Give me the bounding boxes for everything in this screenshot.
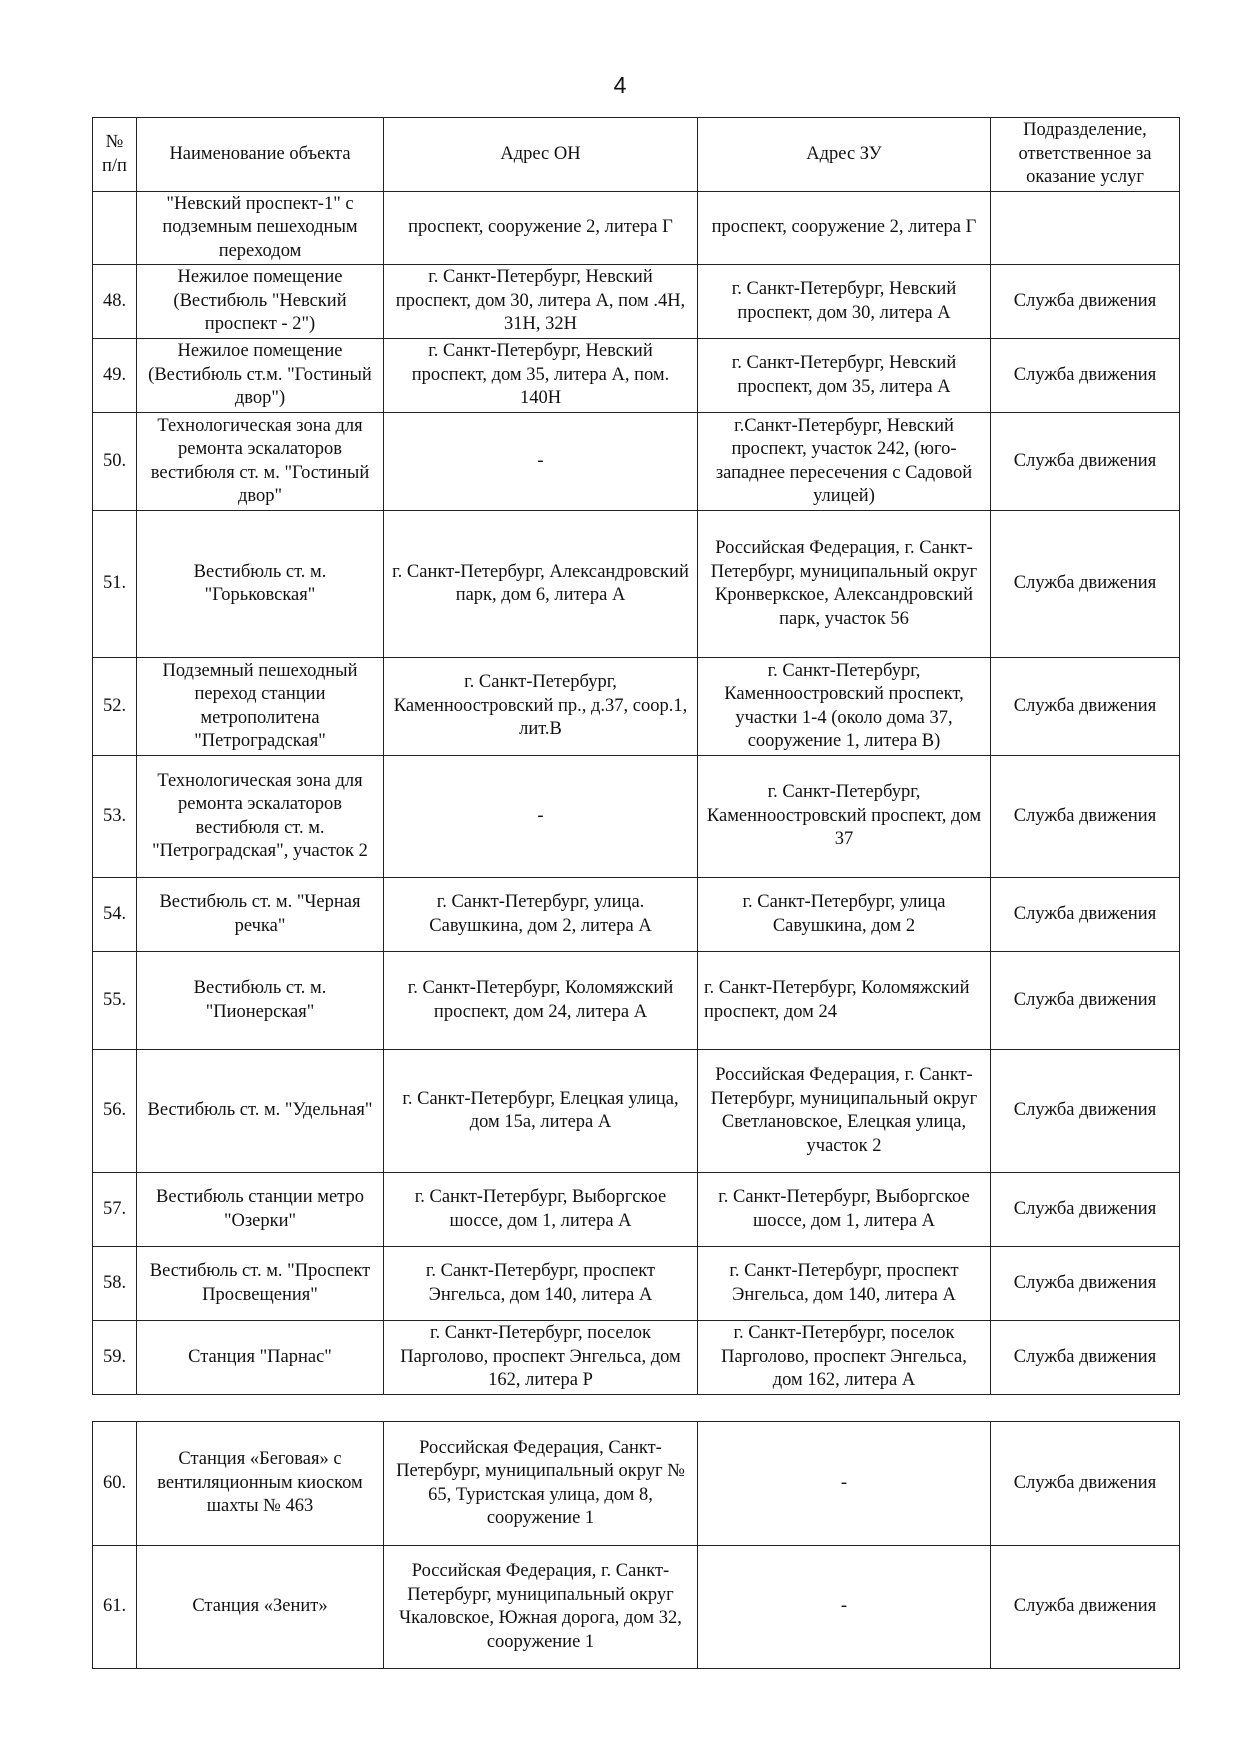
objects-table [92, 117, 1180, 1395]
row-number: 50. [93, 413, 137, 511]
table-row [93, 658, 1180, 756]
address-on: проспект, сооружение 2, литера Г [384, 192, 698, 265]
object-name: Технологическая зона для ремонта эскалаторов вестибюля ст. м. "Гостиный двор" [137, 413, 384, 511]
objects-table-continued [92, 1421, 1180, 1669]
object-name: Подземный пешеходный переход станции метрополитена "Петроградская" [137, 658, 384, 756]
header-num: № п/п [93, 118, 137, 192]
header-addr-on: Адрес ОН [384, 118, 698, 192]
address-zu: Российская Федерация, г. Санкт-Петербург, муниципальный округ Светлановское, Елецкая улица, участок 2 [698, 1050, 991, 1173]
object-name: Вестибюль ст. м. "Пионерская" [137, 952, 384, 1050]
address-zu: г. Санкт-Петербург, Коломяжский проспект, дом 24 [698, 952, 991, 1050]
row-number: 48. [93, 265, 137, 339]
department: Служба движения [991, 952, 1180, 1050]
address-on: - [384, 756, 698, 878]
address-zu: Российская Федерация, г. Санкт-Петербург, муниципальный округ Кронверкское, Александровский парк, участок 56 [698, 511, 991, 658]
department: Служба движения [991, 878, 1180, 952]
department: Служба движения [991, 1247, 1180, 1321]
object-name: Станция "Парнас" [137, 1321, 384, 1395]
table-row [93, 339, 1180, 413]
row-number: 58. [93, 1247, 137, 1321]
department: Служба движения [991, 756, 1180, 878]
row-number: 57. [93, 1173, 137, 1247]
department: Служба движения [991, 658, 1180, 756]
object-name: Станция «Беговая» с вентиляционным киоском шахты № 463 [137, 1422, 384, 1546]
address-on: г. Санкт-Петербург, Коломяжский проспект, дом 24, литера А [384, 952, 698, 1050]
address-on: г. Санкт-Петербург, Александровский парк, дом 6, литера А [384, 511, 698, 658]
address-on: г. Санкт-Петербург, Невский проспект, дом 30, литера А, пом .4Н, 31Н, 32Н [384, 265, 698, 339]
object-name: Вестибюль ст. м. "Проспект Просвещения" [137, 1247, 384, 1321]
department: Служба движения [991, 511, 1180, 658]
row-number: 54. [93, 878, 137, 952]
address-zu: г. Санкт-Петербург, Каменноостровский проспект, дом 37 [698, 756, 991, 878]
object-name: Технологическая зона для ремонта эскалаторов вестибюля ст. м. "Петроградская", участок 2 [137, 756, 384, 878]
department: Служба движения [991, 1050, 1180, 1173]
row-number: 60. [93, 1422, 137, 1546]
address-on: Российская Федерация, Санкт-Петербург, муниципальный округ № 65, Туристская улица, дом 8, сооружение 1 [384, 1422, 698, 1546]
address-on: г. Санкт-Петербург, Каменноостровский пр., д.37, соор.1, лит.В [384, 658, 698, 756]
address-on: г. Санкт-Петербург, Выборгское шоссе, дом 1, литера А [384, 1173, 698, 1247]
address-zu: г. Санкт-Петербург, Невский проспект, дом 30, литера А [698, 265, 991, 339]
row-number [93, 192, 137, 265]
table-row [93, 878, 1180, 952]
table-row [93, 1247, 1180, 1321]
table-row [93, 511, 1180, 658]
department: Служба движения [991, 1546, 1180, 1669]
address-zu: г. Санкт-Петербург, поселок Парголово, проспект Энгельса, дом 162, литера А [698, 1321, 991, 1395]
table-header-row [93, 118, 1180, 192]
table-row [93, 1173, 1180, 1247]
address-zu: г.Санкт-Петербург, Невский проспект, участок 242, (юго-западнее пересечения с Садовой улицей) [698, 413, 991, 511]
row-number: 61. [93, 1546, 137, 1669]
table-row [93, 265, 1180, 339]
object-name: Вестибюль ст. м. "Удельная" [137, 1050, 384, 1173]
table-row [93, 1321, 1180, 1395]
table-row [93, 1050, 1180, 1173]
object-name: Нежилое помещение (Вестибюль "Невский проспект - 2") [137, 265, 384, 339]
department: Служба движения [991, 1321, 1180, 1395]
object-name: "Невский проспект-1" с подземным пешеходным переходом [137, 192, 384, 265]
object-name: Станция «Зенит» [137, 1546, 384, 1669]
address-zu: проспект, сооружение 2, литера Г [698, 192, 991, 265]
page-number: 4 [613, 72, 627, 98]
address-on: г. Санкт-Петербург, Елецкая улица, дом 15а, литера А [384, 1050, 698, 1173]
address-on: г. Санкт-Петербург, поселок Парголово, проспект Энгельса, дом 162, литера Р [384, 1321, 698, 1395]
object-name: Вестибюль ст. м. "Горьковская" [137, 511, 384, 658]
header-addr-zu: Адрес ЗУ [698, 118, 991, 192]
row-number: 56. [93, 1050, 137, 1173]
row-number: 49. [93, 339, 137, 413]
table-row [93, 952, 1180, 1050]
department: Служба движения [991, 265, 1180, 339]
object-name: Вестибюль ст. м. "Черная речка" [137, 878, 384, 952]
department [991, 192, 1180, 265]
row-number: 53. [93, 756, 137, 878]
department: Служба движения [991, 413, 1180, 511]
department: Служба движения [991, 339, 1180, 413]
department: Служба движения [991, 1173, 1180, 1247]
address-on: Российская Федерация, г. Санкт-Петербург, муниципальный округ Чкаловское, Южная дорога, дом 32, сооружение 1 [384, 1546, 698, 1669]
address-zu: - [698, 1422, 991, 1546]
table-row [93, 1546, 1180, 1669]
row-number: 55. [93, 952, 137, 1050]
address-zu: г. Санкт-Петербург, улица Савушкина, дом 2 [698, 878, 991, 952]
table-row [93, 756, 1180, 878]
address-on: г. Санкт-Петербург, проспект Энгельса, дом 140, литера А [384, 1247, 698, 1321]
object-name: Вестибюль станции метро "Озерки" [137, 1173, 384, 1247]
address-zu: г. Санкт-Петербург, Невский проспект, дом 35, литера А [698, 339, 991, 413]
object-name: Нежилое помещение (Вестибюль ст.м. "Гостиный двор") [137, 339, 384, 413]
row-number: 59. [93, 1321, 137, 1395]
address-on: г. Санкт-Петербург, Невский проспект, дом 35, литера А, пом. 140Н [384, 339, 698, 413]
address-zu: г. Санкт-Петербург, проспект Энгельса, дом 140, литера А [698, 1247, 991, 1321]
address-zu: г. Санкт-Петербург, Выборгское шоссе, дом 1, литера А [698, 1173, 991, 1247]
table-row [93, 192, 1180, 265]
address-zu: г. Санкт-Петербург, Каменноостровский проспект, участки 1-4 (около дома 37, сооружение 1, литера В) [698, 658, 991, 756]
address-zu: - [698, 1546, 991, 1669]
header-dept: Подразделение, ответственное за оказание услуг [991, 118, 1180, 192]
row-number: 51. [93, 511, 137, 658]
table-row [93, 1422, 1180, 1546]
row-number: 52. [93, 658, 137, 756]
address-on: - [384, 413, 698, 511]
table-row [93, 413, 1180, 511]
address-on: г. Санкт-Петербург, улица. Савушкина, дом 2, литера А [384, 878, 698, 952]
header-name: Наименование объекта [137, 118, 384, 192]
department: Служба движения [991, 1422, 1180, 1546]
